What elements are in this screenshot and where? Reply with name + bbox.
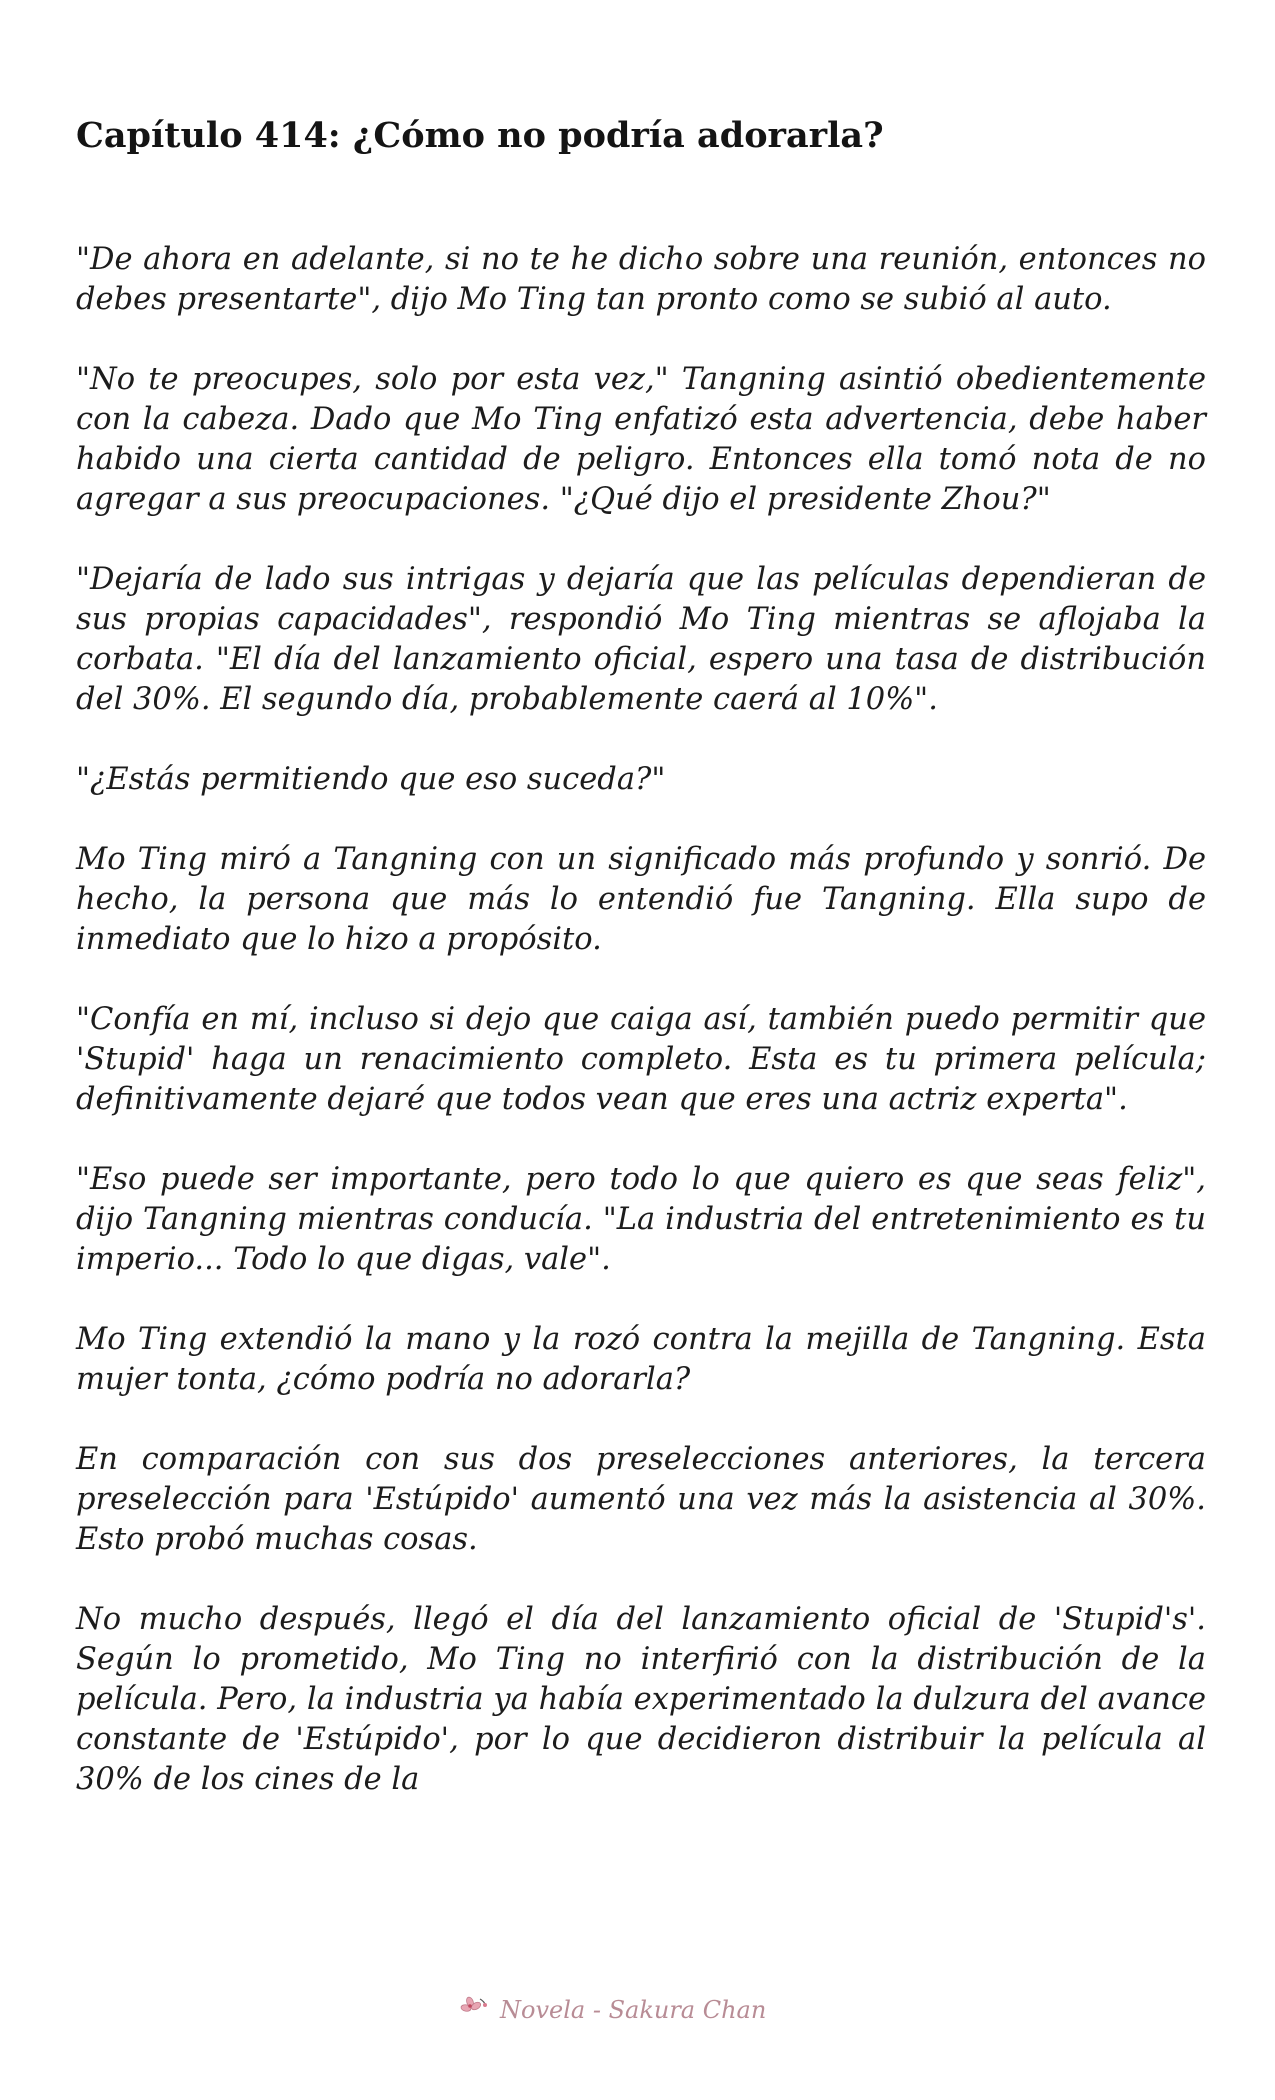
paragraph-4: "¿Estás permitiendo que eso suceda?"	[76, 762, 666, 797]
footer-watermark	[458, 1990, 838, 2030]
chapter-title: Capítulo 414: ¿Cómo no podría adorarla?	[76, 115, 884, 156]
paragraph-2: "No te preocupes, solo por esta vez," Tangning asintió obedientemente con la cabeza. Dado que Mo Ting enfatizó esta advertencia, debe haber habido una cierta cantidad de peligro. Entonces ella tomó nota de no agregar a sus preocupaciones. "¿Qué dijo el presidente Zhou?"	[76, 362, 1206, 517]
paragraph-10: No mucho después, llegó el día del lanzamiento oficial de 'Stupid's'. Según lo prometido, Mo Ting no interfirió con la distribución de la película. Pero, la industria ya había experimentado la dulzura del avance constante de 'Estúpido', por lo que decidieron distribuir la película al 30% de los cines de la	[76, 1602, 1206, 1797]
paragraph-5: Mo Ting miró a Tangning con un significado más profundo y sonrió. De hecho, la persona que más lo entendió fue Tangning. Ella supo de inmediato que lo hizo a propósito.	[76, 842, 1206, 957]
chapter-body	[76, 240, 1206, 1840]
watermark-text: Novela - Sakura Chan	[500, 1996, 767, 2024]
paragraph-1: "De ahora en adelante, si no te he dicho sobre una reunión, entonces no debes presentarte", dijo Mo Ting tan pronto como se subió al auto.	[76, 242, 1206, 317]
sakura-flower-icon	[458, 1993, 492, 2027]
paragraph-3: "Dejaría de lado sus intrigas y dejaría que las películas dependieran de sus propias capacidades", respondió Mo Ting mientras se aflojaba la corbata. "El día del lanzamiento oficial, espero una tasa de distribución del 30%. El segundo día, probablemente caerá al 10%".	[76, 562, 1206, 717]
paragraph-7: "Eso puede ser importante, pero todo lo que quiero es que seas feliz", dijo Tangning mientras conducía. "La industria del entretenimiento es tu imperio... Todo lo que digas, vale".	[76, 1162, 1206, 1277]
paragraph-8: Mo Ting extendió la mano y la rozó contra la mejilla de Tangning. Esta mujer tonta, ¿cómo podría no adorarla?	[76, 1322, 1206, 1397]
paragraph-6: "Confía en mí, incluso si dejo que caiga así, también puedo permitir que 'Stupid' haga un renacimiento completo. Esta es tu primera película; definitivamente dejaré que todos vean que eres una actriz experta".	[76, 1002, 1206, 1117]
paragraph-9: En comparación con sus dos preselecciones anteriores, la tercera preselección para 'Estúpido' aumentó una vez más la asistencia al 30%. Esto probó muchas cosas.	[76, 1442, 1206, 1557]
